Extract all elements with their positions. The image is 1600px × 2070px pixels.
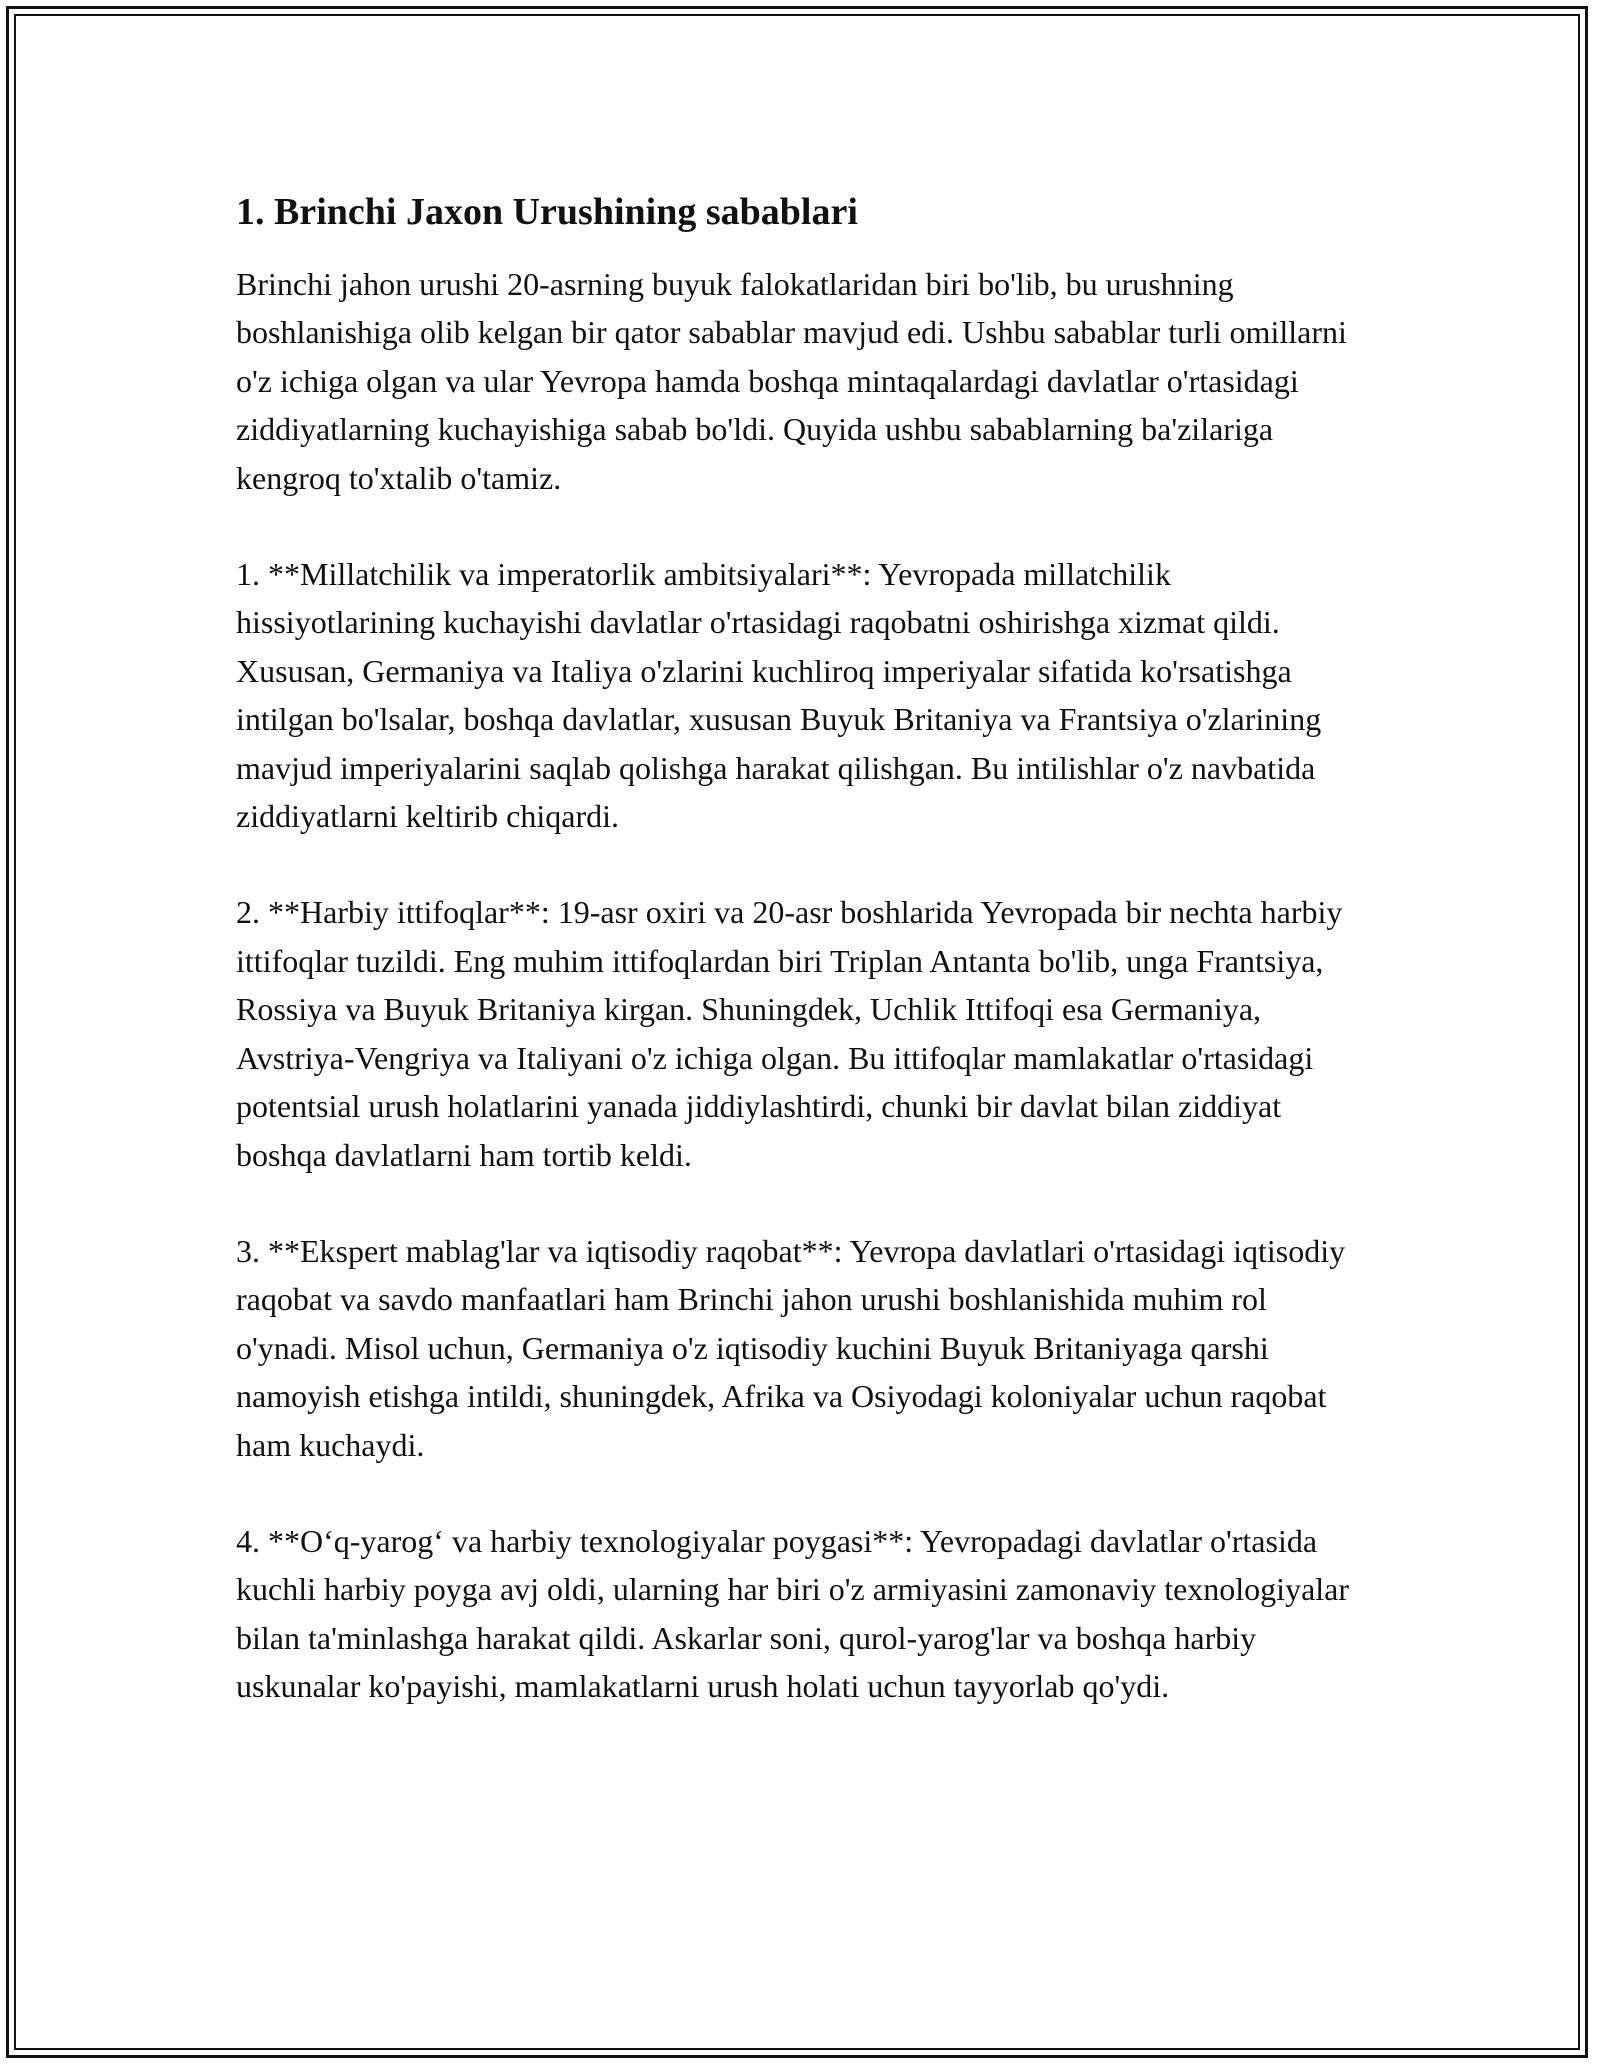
document-body	[236, 186, 1366, 1759]
cause-paragraph-1: 1. **Millatchilik va imperatorlik ambitsiyalari**: Yevropada millatchilik hissiyotlarining kuchayishi davlatlar o'rtasidagi raqobatni oshirishga xizmat qildi. Xususan, Germaniya va Italiya o'zlarini kuchliroq imperiyalar sifatida ko'rsatishga intilgan bo'lsalar, boshqa davlatlar, xususan Buyuk Britaniya va Frantsiya o'zlarining mavjud imperiyalarini saqlab qolishga harakat qilishgan. Bu intilishlar o'z navbatida ziddiyatlarni keltirib chiqardi.	[236, 556, 1322, 835]
intro-paragraph: Brinchi jahon urushi 20-asrning buyuk falokatlaridan biri bo'lib, bu urushning boshlanishiga olib kelgan bir qator sabablar mavjud edi. Ushbu sabablar turli omillarni o'z ichiga olgan va ular Yevropa hamda boshqa mintaqalardagi davlatlar o'rtasidagi ziddiyatlarning kuchayishiga sabab bo'ldi. Quyida ushbu sabablarning ba'zilariga kengroq to'xtalib o'tamiz.	[236, 266, 1347, 496]
cause-paragraph-2: 2. **Harbiy ittifoqlar**: 19-asr oxiri va 20-asr boshlarida Yevropada bir nechta harbiy ittifoqlar tuzildi. Eng muhim ittifoqlardan biri Triplan Antanta bo'lib, unga Frantsiya, Rossiya va Buyuk Britaniya kirgan. Shuningdek, Uchlik Ittifoqi esa Germaniya, Avstriya-Vengriya va Italiyani o'z ichiga olgan. Bu ittifoqlar mamlakatlar o'rtasidagi potentsial urush holatlarini yanada jiddiylashtirdi, chunki bir davlat bilan ziddiyat boshqa davlatlarni ham tortib keldi.	[236, 894, 1343, 1173]
cause-paragraph-4: 4. **O‘q-yarog‘ va harbiy texnologiyalar poygasi**: Yevropadagi davlatlar o'rtasida kuchli harbiy poyga avj oldi, ularning har biri o'z armiyasini zamonaviy texnologiyalar bilan ta'minlashga harakat qildi. Askarlar soni, qurol-yarog'lar va boshqa harbiy uskunalar ko'payishi, mamlakatlarni urush holati uchun tayyorlab qo'ydi.	[236, 1522, 1350, 1705]
cause-paragraph-3: 3. **Ekspert mablag'lar va iqtisodiy raqobat**: Yevropa davlatlari o'rtasidagi iqtisodiy raqobat va savdo manfaatlari ham Brinchi jahon urushi boshlanishida muhim rol o'ynadi. Misol uchun, Germaniya o'z iqtisodiy kuchini Buyuk Britaniyaga qarshi namoyish etishga intildi, shuningdek, Afrika va Osiyodagi koloniyalar uchun raqobat ham kuchaydi.	[236, 1232, 1346, 1463]
document-title: 1. Brinchi Jaxon Urushining sabablari	[236, 191, 858, 233]
